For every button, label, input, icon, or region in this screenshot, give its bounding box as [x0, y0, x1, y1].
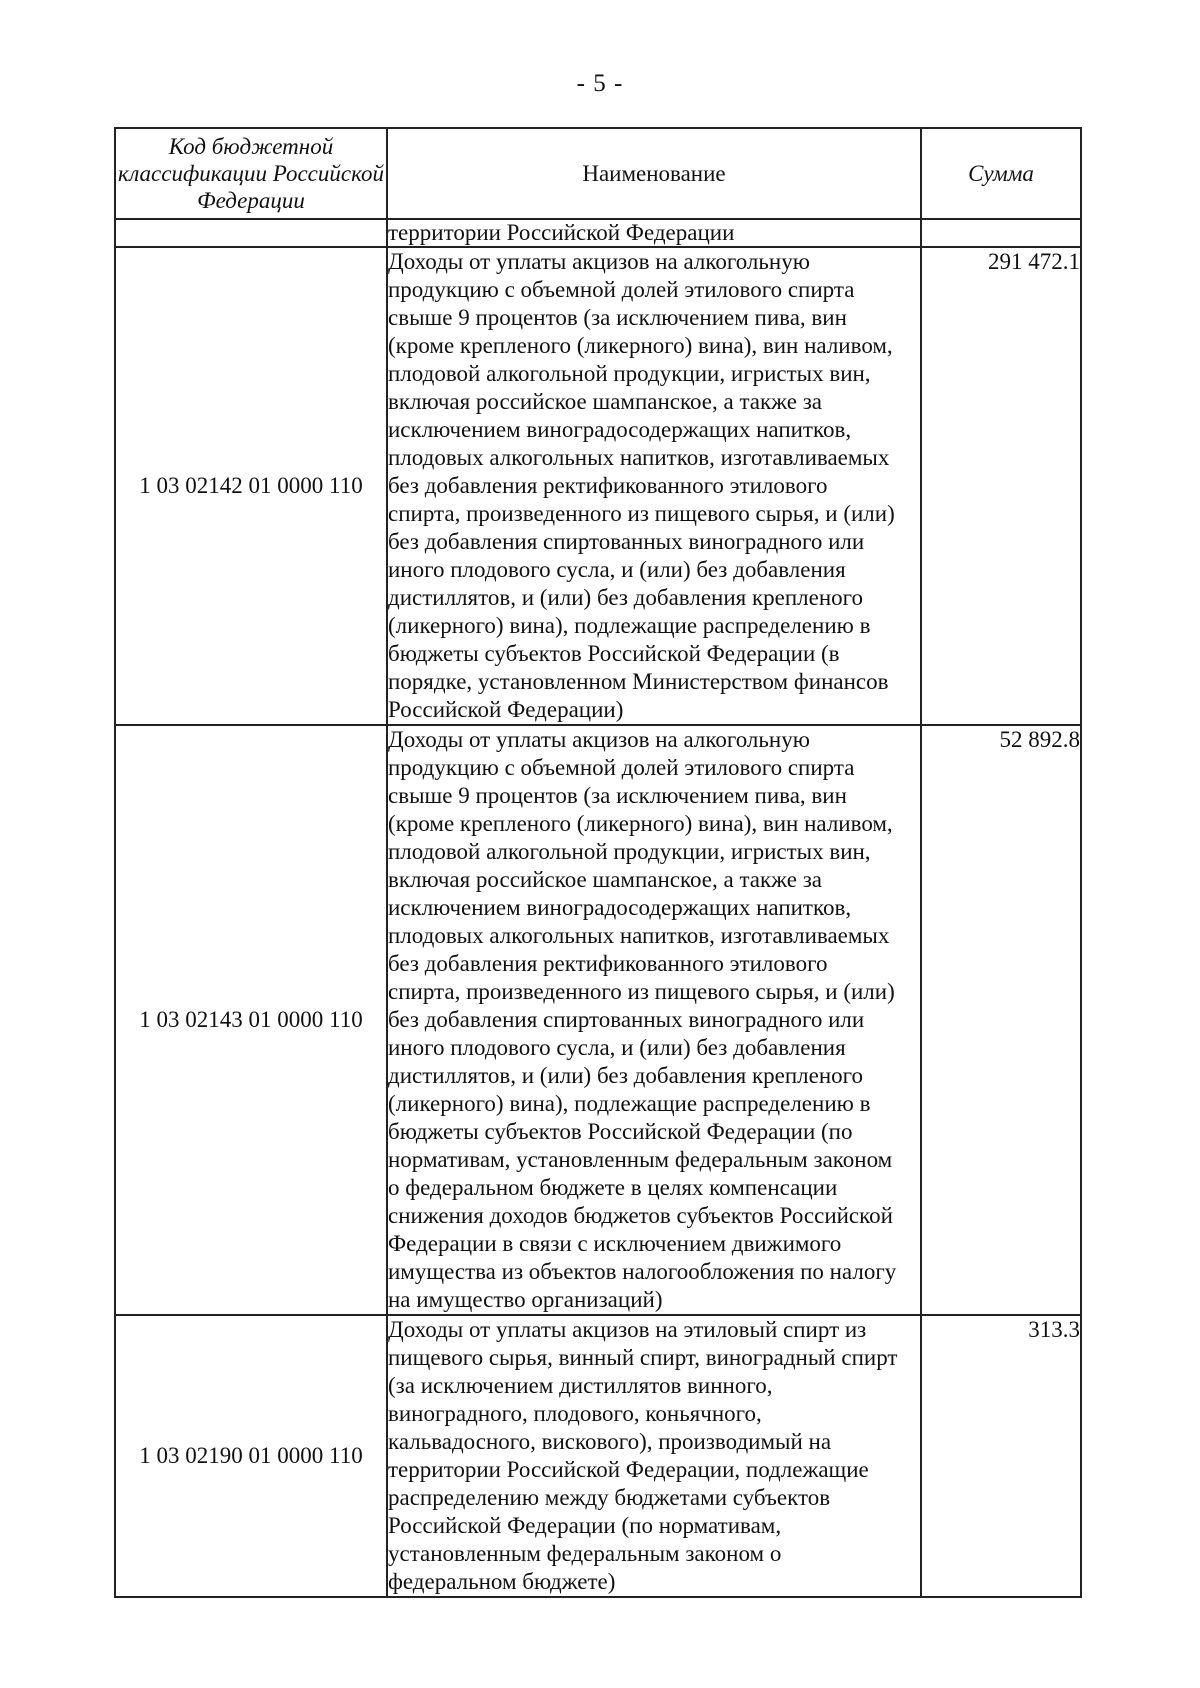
row-sum: 52 892.8: [921, 725, 1081, 1315]
page-number: - 5 -: [576, 70, 624, 97]
header-sum: Сумма: [921, 128, 1081, 219]
row-sum: 313.3: [921, 1315, 1081, 1597]
row-code: 1 03 02143 01 0000 110: [115, 725, 387, 1315]
row-code: 1 03 02142 01 0000 110: [115, 247, 387, 725]
row-name: Доходы от уплаты акцизов на алкогольную продукцию с объемной долей этилового спирта свыше 9 процентов (за исключением пива, вин (кроме крепленого (ликерного) вина), вин наливом, плодовой алкогольной продукции, игристых вин, включая российское шампанское, а также за исключением виноградосодержащих напитков, плодовых алкогольных напитков, изготавливаемых без добавления ректификованного этилового спирта, произведенного из пищевого сырья, и (или) без добавления спиртованных виноградного или иного плодового сусла, и (или) без добавления дистиллятов, и (или) без добавления крепленого (ликерного) вина), подлежащие распределению в бюджеты субъектов Российской Федерации (в порядке, установленном Министерством финансов Российской Федерации): [387, 247, 921, 725]
continuation-name-cell: территории Российской Федерации: [387, 219, 921, 247]
continuation-code-cell: [115, 219, 387, 247]
row-name: Доходы от уплаты акцизов на этиловый спирт из пищевого сырья, винный спирт, виноградный спирт (за исключением дистиллятов винного, виноградного, плодового, коньячного, кальвадосного, вискового), производимый на территории Российской Федерации, подлежащие распределению между бюджетами субъектов Российской Федерации (по нормативам, установленным федеральным законом о федеральном бюджете): [387, 1315, 921, 1597]
row-sum: 291 472.1: [921, 247, 1081, 725]
continuation-row: [115, 219, 1081, 247]
table-row: [115, 1315, 1081, 1597]
header-code: Код бюджетной классификации Российской Федерации: [115, 128, 387, 219]
table-row: [115, 247, 1081, 725]
table-header-row: [115, 128, 1081, 219]
row-code: 1 03 02190 01 0000 110: [115, 1315, 387, 1597]
continuation-sum-cell: [921, 219, 1081, 247]
row-name: Доходы от уплаты акцизов на алкогольную продукцию с объемной долей этилового спирта свыше 9 процентов (за исключением пива, вин (кроме крепленого (ликерного) вина), вин наливом, плодовой алкогольной продукции, игристых вин, включая российское шампанское, а также за исключением виноградосодержащих напитков, плодовых алкогольных напитков, изготавливаемых без добавления ректификованного этилового спирта, произведенного из пищевого сырья, и (или) без добавления спиртованных виноградного или иного плодового сусла, и (или) без добавления дистиллятов, и (или) без добавления крепленого (ликерного) вина), подлежащие распределению в бюджеты субъектов Российской Федерации (по нормативам, установленным федеральным законом о федеральном бюджете в целях компенсации снижения доходов бюджетов субъектов Российской Федерации в связи с исключением движимого имущества из объектов налогообложения по налогу на имущество организаций): [387, 725, 921, 1315]
budget-classification-table: [114, 127, 1082, 1598]
header-name: Наименование: [387, 128, 921, 219]
table-row: [115, 725, 1081, 1315]
